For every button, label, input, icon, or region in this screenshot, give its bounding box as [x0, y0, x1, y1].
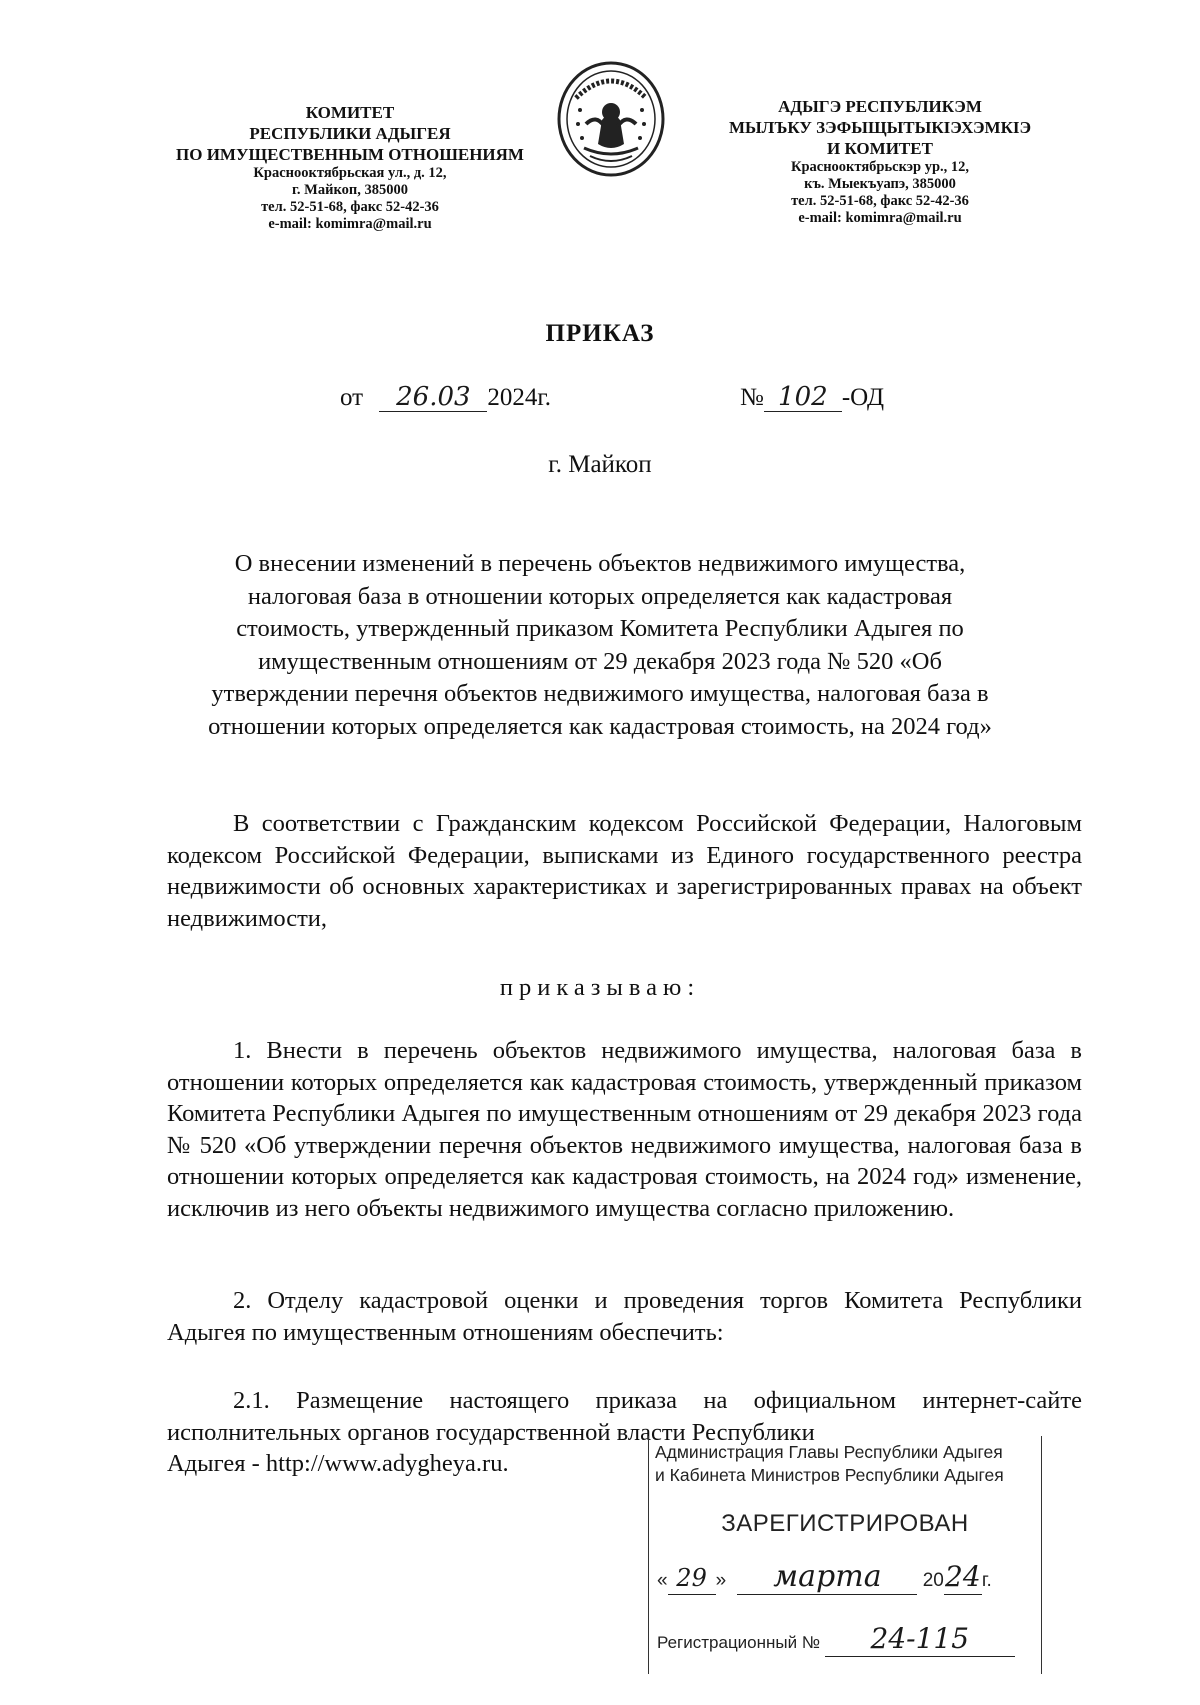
registration-stamp	[648, 1436, 1042, 1674]
stamp-reg-label: Регистрационный №	[657, 1633, 821, 1652]
stamp-year-suffix: 24	[945, 1560, 981, 1593]
stamp-registration	[657, 1622, 1037, 1666]
stamp-line1: Администрация Главы Республики Адыгея	[655, 1442, 1003, 1462]
stamp-line2: и Кабинета Министров Республики Адыгея	[655, 1465, 1004, 1485]
item-2-1-text-end: Адыгея - http://www.adygheya.ru.	[167, 1450, 509, 1477]
subject-line: отношении которых определяется как кадастровая стоимость, на 2024 год»	[208, 712, 992, 740]
header-right-address2: къ. Мыекъуапэ, 385000	[804, 176, 956, 192]
header-right-line2: МЫЛЪКУ ЗЭФЫЩЫТЫКIЭХЭМКIЭ	[728, 118, 1032, 137]
subject-line: утверждении перечня объектов недвижимого имущества, налоговая база в	[211, 680, 989, 707]
handwritten-number: 102	[778, 382, 828, 412]
item-2-text: 2. Отделу кадастровой оценки и проведения торгов Комитета Республики Адыгея по имущественным отношениям обеспечить:	[167, 1287, 1082, 1346]
subject-line: налоговая база в отношении которых определяется как кадастровая	[247, 582, 953, 610]
header-right-email: e-mail: komimra@mail.ru	[798, 210, 962, 226]
stamp-registered: ЗАРЕГИСТРИРОВАН	[721, 1510, 969, 1537]
document-title: ПРИКАЗ	[545, 320, 655, 347]
item-2	[167, 1285, 1082, 1348]
stamp-year-prefix: 20	[922, 1570, 944, 1591]
subject-line: стоимость, утвержденный приказом Комитета Республики Адыгея по	[236, 615, 964, 642]
city: г. Майкоп	[548, 451, 652, 478]
preamble-text: В соответствии с Гражданским кодексом Российской Федерации, Налоговым кодексом Российской Федерации, выписками из Единого государственного реестра недвижимости об основных характеристиках и зарегистрированных правах на объект недвижимости,	[167, 810, 1082, 932]
stamp-reg-underline	[825, 1622, 1015, 1657]
header-left-line1: КОМИТЕТ	[305, 103, 395, 122]
header-left-phone: тел. 52-51-68, факс 52-42-36	[261, 199, 439, 215]
header-right-org	[700, 96, 1060, 227]
item-2-1-text: 2.1. Размещение настоящего приказа на официальном интернет-сайте исполнительных органов государственной власти Республики	[167, 1387, 1082, 1446]
header-left-address1: Краснооктябрьская ул., д. 12,	[253, 165, 447, 181]
date-underline	[379, 384, 487, 412]
header-left-line2: РЕСПУБЛИКИ АДЫГЕЯ	[249, 124, 451, 143]
preamble	[167, 808, 1082, 934]
stamp-month-underline	[737, 1559, 917, 1595]
stamp-day-close: »	[715, 1570, 727, 1591]
order-word: приказываю:	[499, 974, 701, 1001]
number-label: №	[740, 384, 764, 411]
item-1-text: 1. Внести в перечень объектов недвижимого имущества, налоговая база в отношении которых определяется как кадастровая стоимость, утвержденный приказом Комитета Республики Адыгея по имущественным отношениям от 29 декабря 2023 года № 520 «Об утверждении перечня объектов недвижимого имущества, налоговая база в отношении которых определяется как кадастровая стоимость, на 2024 год» изменение, исключив из него объекты недвижимого имущества согласно приложению.	[167, 1037, 1082, 1222]
header-left-address2: г. Майкоп, 385000	[291, 182, 408, 198]
order-subject	[150, 548, 1050, 743]
coat-of-arms-icon	[556, 60, 666, 178]
order-date	[340, 384, 551, 412]
header-left-org	[150, 102, 550, 233]
number-suffix: -ОД	[841, 384, 885, 411]
stamp-day-underline	[668, 1565, 716, 1595]
header-right-phone: тел. 52-51-68, факс 52-42-36	[791, 193, 969, 209]
date-year: 2024г.	[487, 384, 552, 411]
header-right-line3: И КОМИТЕТ	[827, 139, 933, 158]
order-number	[740, 384, 884, 412]
stamp-date	[657, 1559, 1037, 1604]
header-left-line3: ПО ИМУЩЕСТВЕННЫМ ОТНОШЕНИЯМ	[176, 145, 524, 164]
stamp-year-letter: г.	[981, 1570, 992, 1591]
subject-line: имущественным отношениям от 29 декабря 2023 года № 520 «Об	[258, 647, 942, 675]
header-left-email: e-mail: komimra@mail.ru	[268, 216, 432, 232]
subject-line: О внесении изменений в перечень объектов недвижимого имущества,	[234, 550, 966, 577]
number-underline	[764, 384, 842, 412]
handwritten-date: 26.03	[396, 382, 471, 412]
item-1	[167, 1035, 1082, 1224]
stamp-day: 29	[676, 1564, 707, 1592]
header-right-line1: АДЫГЭ РЕСПУБЛИКЭМ	[778, 97, 982, 116]
stamp-month: марта	[773, 1559, 882, 1594]
header-right-address1: Краснооктябрьскэр ур., 12,	[790, 159, 970, 175]
stamp-day-open: «	[657, 1570, 668, 1591]
stamp-year-underline	[944, 1560, 982, 1595]
date-from-label: от	[340, 384, 364, 411]
stamp-reg-number: 24-115	[870, 1622, 970, 1655]
